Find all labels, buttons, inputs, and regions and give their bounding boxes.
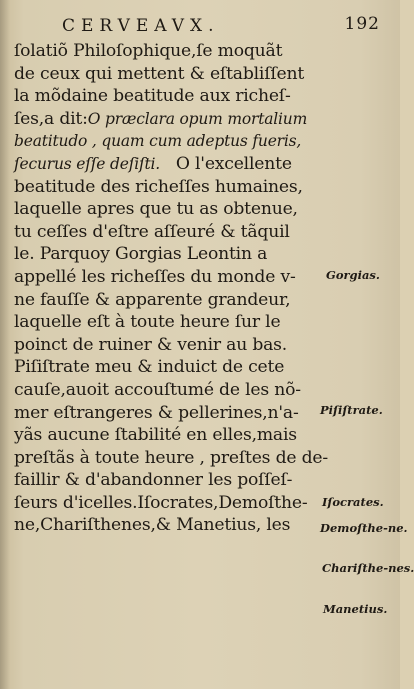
text-line xyxy=(14,153,319,176)
text-line: le. Parquoy Gorgias Leontin a xyxy=(14,244,268,265)
text-line: laquelle apres que tu as obtenue, xyxy=(14,199,298,220)
text-line: Piſiſtrate meu & induict de cete xyxy=(14,357,285,378)
text-line: ne fauſſe & apparente grandeur, xyxy=(14,289,291,310)
running-title: CERVEAVX. xyxy=(62,16,220,36)
margin-note: Gorgias. xyxy=(326,268,380,282)
text-line: yãs aucune ſtabilité en elles,mais xyxy=(14,425,297,446)
latin-quote-line: beatitudo , quam cum adeptus fueris, xyxy=(14,132,302,151)
text-line: poinct de ruiner & venir au bas. xyxy=(14,334,288,355)
text-line: preſtãs à toute heure , preſtes de de- xyxy=(14,447,328,468)
latin-quote: O præclara opum mortalium xyxy=(87,109,308,128)
text-line: beatitude des richeſſes humaines, xyxy=(14,176,303,197)
text-line: la mõdaine beatitude aux richeſ- xyxy=(14,86,291,107)
text-run: O l'excellente xyxy=(175,153,292,174)
text-line: ſeurs d'icelles.Iſocrates,Demoſthe- xyxy=(14,492,308,513)
text-run: ſes,a dit: xyxy=(14,108,88,129)
text-line: tu ceſſes d'eſtre aſſeuré & tãquil xyxy=(14,221,290,242)
text-line: faillir & d'abandonner les poſſeſ- xyxy=(14,470,293,491)
text-line: appellé les richeſſes du monde v- xyxy=(14,266,296,287)
text-line: mer eſtrangeres & pellerines,n'a- xyxy=(14,402,299,423)
latin-quote: ſecurus eſſe deſiſti. xyxy=(14,154,161,173)
margin-note: Piſiſtrate. xyxy=(320,403,383,417)
text-block xyxy=(14,40,328,537)
margin-note: Manetius. xyxy=(323,602,388,616)
margin-note: Demoſthe-ne. xyxy=(320,521,408,535)
text-line xyxy=(14,108,319,131)
text-line: cauſe,auoit accouſtumé de les nõ- xyxy=(14,379,301,400)
text-line: de ceux qui mettent & eſtabliſſent xyxy=(14,63,305,84)
margin-note: Chariſthe-nes. xyxy=(322,561,414,575)
text-line: laquelle eſt à toute heure ſur le xyxy=(14,312,281,333)
text-line: ne,Chariſthenes,& Manetius, les xyxy=(14,515,291,536)
text-line: ſolatiõ Philoſophique,ſe moquãt xyxy=(14,41,283,61)
page-header xyxy=(40,14,380,38)
margin-note: Iſocrates. xyxy=(322,495,384,509)
gutter-shadow xyxy=(0,0,10,689)
page-number: 192 xyxy=(344,14,380,34)
